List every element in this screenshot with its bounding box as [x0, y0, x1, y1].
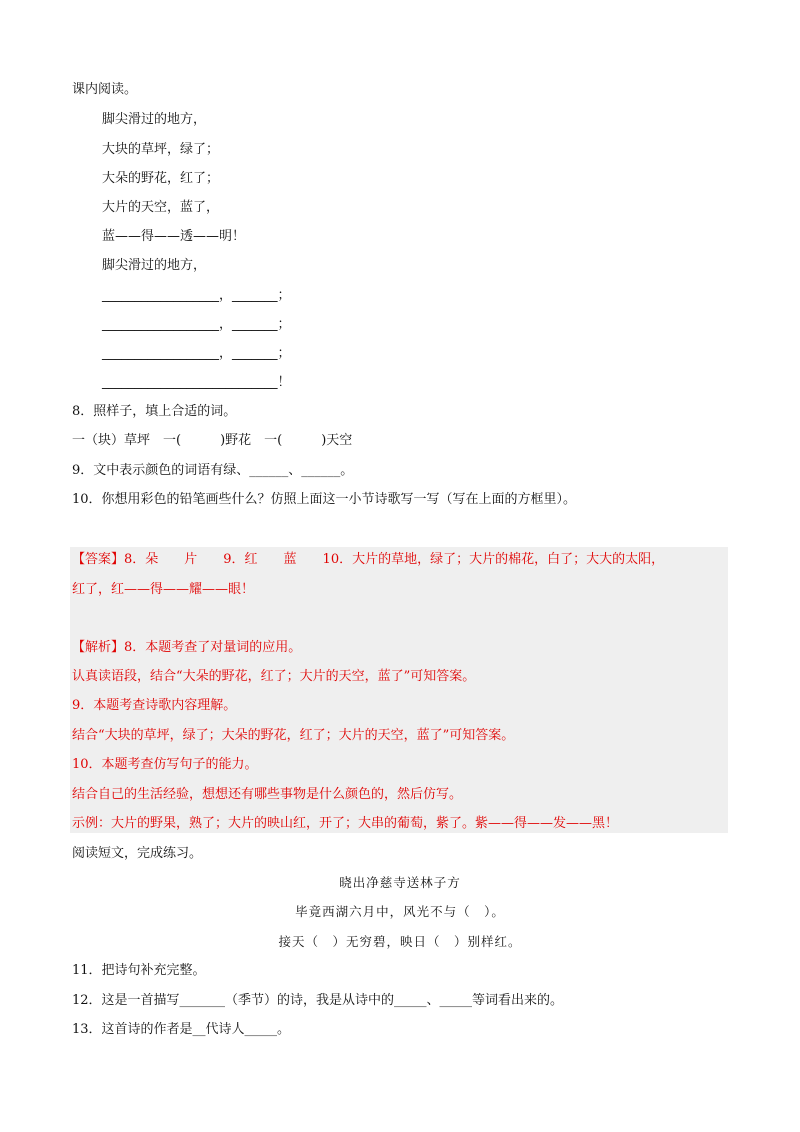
- poem-blank-line: __________________，_______；: [102, 346, 291, 361]
- question-8: 8．照样子，填上合适的词。: [72, 404, 237, 419]
- poem-blank-line: ___________________________！: [102, 375, 291, 390]
- poem-line: 大片的天空，蓝了，: [102, 200, 220, 215]
- question-12: 12．这是一首描写_______（季节）的诗，我是从诗中的_____、_____等词看出来的。: [72, 993, 564, 1008]
- analysis-line: 10．本题考查仿写句子的能力。: [72, 757, 258, 772]
- question-9: 9．文中表示颜色的词语有绿、______、______。: [72, 463, 354, 478]
- analysis-line: 结合自己的生活经验，想想还有哪些事物是什么颜色的，然后仿写。: [72, 787, 463, 802]
- analysis-line: 9．本题考查诗歌内容理解。: [72, 698, 237, 713]
- analysis-line: 【解析】8．本题考查了对量词的应用。: [72, 640, 302, 655]
- answer-line: 【答案】8．朵 片 9．红 蓝 10．大片的草地，绿了；大片的棉花，白了；大大的太阳，: [72, 552, 665, 567]
- poem-line: 大块的草坪，绿了；: [102, 142, 220, 157]
- reading2-intro: 阅读短文，完成练习。: [72, 846, 203, 861]
- poem-title: 晓出净慈寺送林子方: [339, 875, 461, 890]
- analysis-line: 结合“大块的草坪，绿了；大朵的野花，红了；大片的天空，蓝了”可知答案。: [72, 728, 515, 743]
- poem-verse: 毕竟西湖六月中，风光不与（ ）。: [295, 904, 505, 919]
- poem-blank-line: __________________，_______；: [102, 288, 291, 303]
- poem-blank-line: __________________，_______；: [102, 317, 291, 332]
- poem-verse: 接天（ ）无穷碧，映日（ ）别样红。: [278, 934, 522, 949]
- question-8-example: 一（块）草坪 一( )野花 一( )天空: [72, 433, 353, 448]
- answer-line: 红了，红——得——耀——眼！: [72, 582, 255, 597]
- poem-line: 脚尖滑过的地方，: [102, 258, 207, 273]
- question-13: 13．这首诗的作者是__代诗人_____。: [72, 1022, 291, 1037]
- analysis-line: 认真读语段，结合“大朵的野花，红了；大片的天空，蓝了”可知答案。: [72, 669, 476, 684]
- analysis-line: 示例：大片的野果，熟了；大片的映山红，开了；大串的葡萄，紫了。紫——得——发——黑！: [72, 816, 619, 831]
- poem-line: 蓝——得——透——明！: [102, 229, 246, 244]
- poem-line: 脚尖滑过的地方，: [102, 112, 207, 127]
- question-10: 10．你想用彩色的铅笔画些什么？仿照上面这一小节诗歌写一写（写在上面的方框里）。: [72, 492, 577, 507]
- question-11: 11．把诗句补充完整。: [72, 963, 206, 978]
- poem-line: 大朵的野花，红了；: [102, 171, 220, 186]
- intro-text: 课内阅读。: [72, 82, 138, 97]
